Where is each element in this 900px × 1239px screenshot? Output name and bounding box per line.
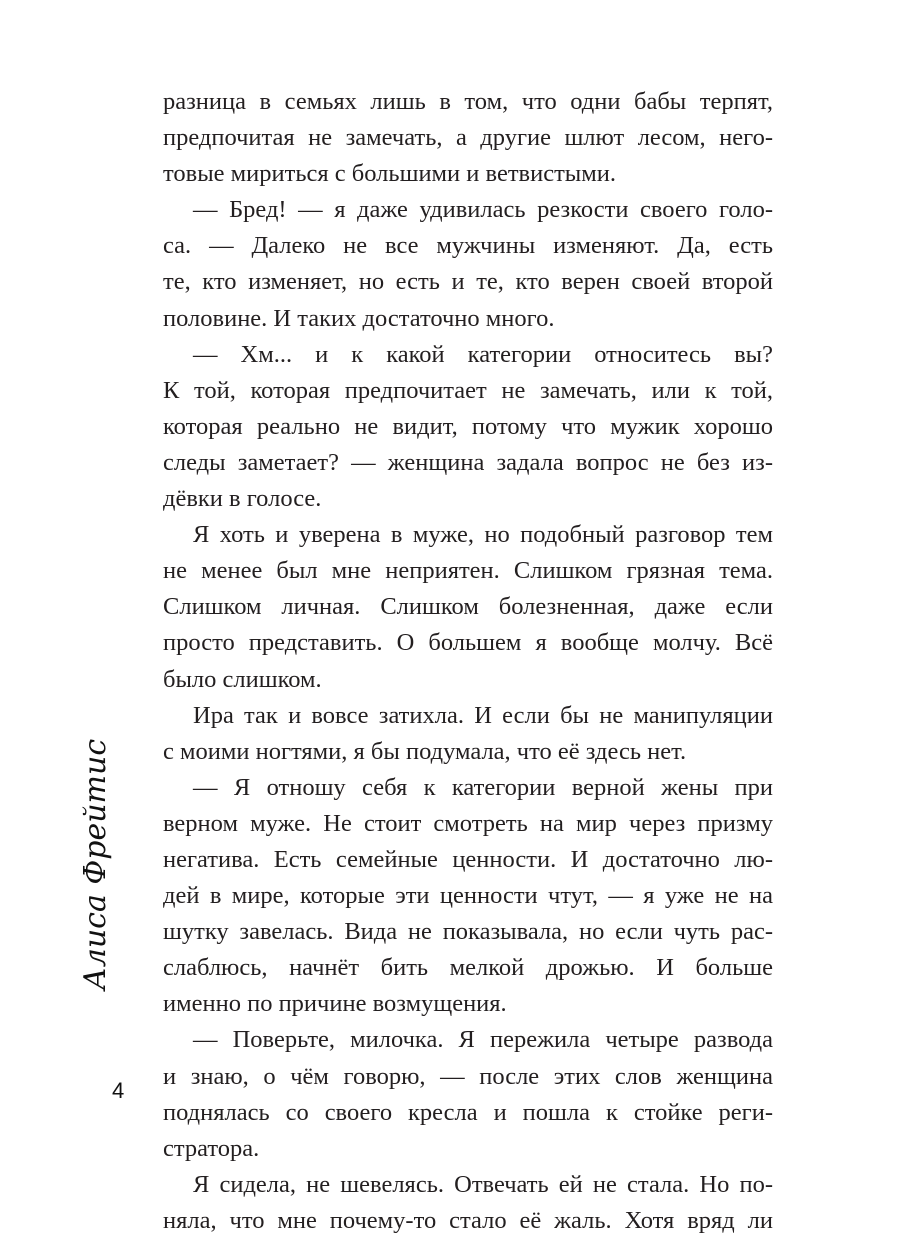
paragraph: [163, 770, 773, 1023]
text-line: верном муже. Не стоит смотреть на мир через призму: [163, 809, 773, 837]
text-line: и знаю, о чём говорю, — после этих слов женщина: [163, 1062, 773, 1090]
text-line: которая реально не видит, потому что мужик хорошо: [163, 412, 773, 440]
paragraph: [163, 84, 773, 192]
text-line: предпочитая не замечать, а другие шлют лесом, него-: [163, 124, 773, 152]
paragraph: [163, 337, 773, 517]
text-line: было слишком.: [163, 665, 322, 693]
running-head-author: Алиса Фрейтис: [78, 738, 113, 990]
text-line: Ира так и вовсе затихла. И если бы не манипуляции: [193, 701, 773, 729]
text-line: — Бред! — я даже удивилась резкости своего голо-: [193, 196, 773, 224]
paragraph: [163, 517, 773, 697]
text-line: са. — Далеко не все мужчины изменяют. Да, есть: [163, 232, 773, 260]
text-line: — Поверьте, милочка. Я пережила четыре развода: [193, 1026, 773, 1054]
paragraph: [163, 698, 773, 770]
text-line: половине. И таких достаточно много.: [163, 304, 555, 332]
text-line: негатива. Есть семейные ценности. И достаточно лю-: [163, 845, 773, 873]
text-line: поднялась со своего кресла и пошла к стойке реги-: [163, 1098, 773, 1126]
paragraph: [163, 192, 773, 336]
text-line: следы заметает? — женщина задала вопрос не без из-: [163, 448, 773, 476]
text-line: — Хм... и к какой категории относитесь вы?: [193, 340, 773, 368]
text-line: с моими ногтями, я бы подумала, что её здесь нет.: [163, 737, 687, 765]
text-line: просто представить. О большем я вообще молчу. Всё: [163, 629, 773, 657]
text-line: шутку завелась. Вида не показывала, но если чуть рас-: [163, 918, 773, 946]
text-line: Я сидела, не шевелясь. Отвечать ей не стала. Но по-: [193, 1170, 773, 1198]
text-line: дей в мире, которые эти ценности чтут, — я уже не на: [163, 882, 773, 910]
text-line: — Я отношу себя к категории верной жены при: [193, 773, 773, 801]
paragraph: [163, 1022, 773, 1166]
text-line: разница в семьях лишь в том, что одни бабы терпят,: [163, 88, 773, 115]
text-line: те, кто изменяет, но есть и те, кто верен своей второй: [163, 268, 773, 296]
text-line: дёвки в голосе.: [163, 485, 322, 513]
text-line: именно по причине возмущения.: [163, 990, 507, 1018]
text-line: не менее был мне неприятен. Слишком грязная тема.: [163, 557, 773, 585]
text-line: К той, которая предпочитает не замечать, или к той,: [163, 376, 773, 404]
text-line: стратора.: [163, 1134, 260, 1162]
paragraph: [163, 1167, 773, 1239]
text-line: слаблюсь, начнёт бить мелкой дрожью. И больше: [163, 954, 773, 982]
page-number: 4: [112, 1078, 125, 1103]
text-line: Я хоть и уверена в муже, но подобный разговор тем: [193, 521, 773, 549]
text-line: няла, что мне почему-то стало её жаль. Хотя вряд ли: [163, 1206, 773, 1234]
body-text: [163, 84, 773, 1239]
text-line: Слишком личная. Слишком болезненная, даже если: [163, 593, 773, 621]
text-line: товые мириться с большими и ветвистыми.: [163, 160, 616, 188]
